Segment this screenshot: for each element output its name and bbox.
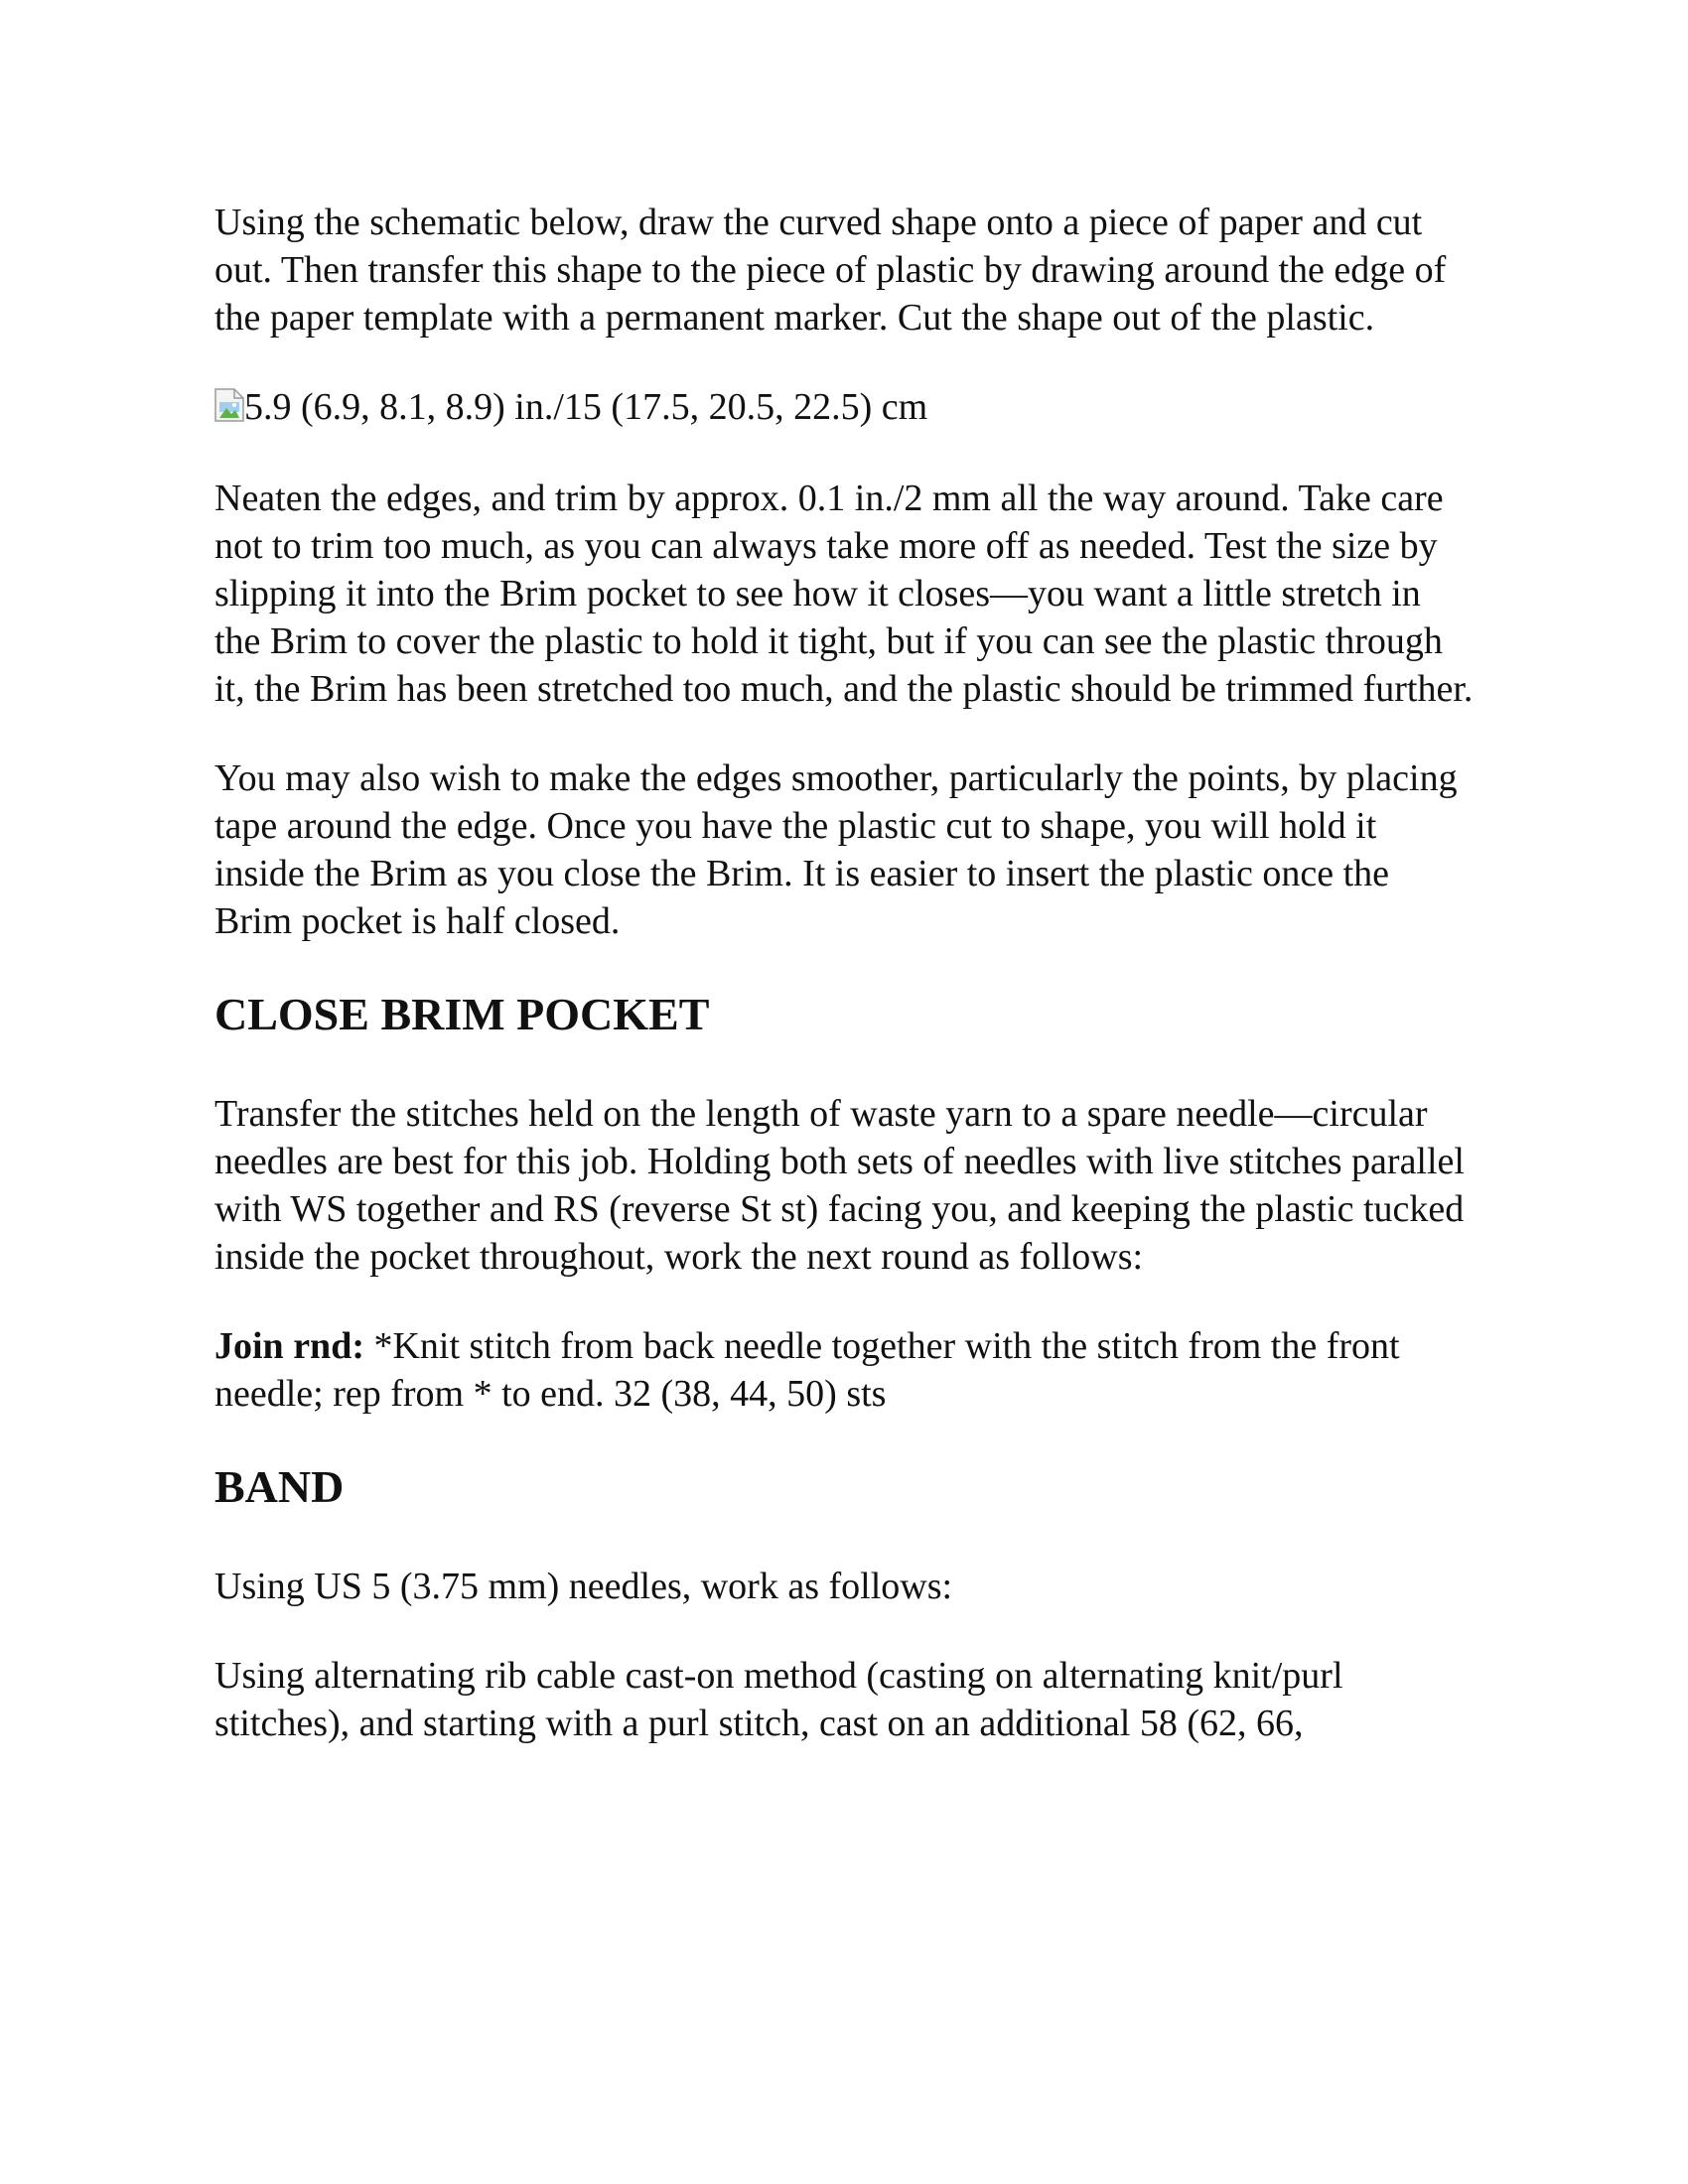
join-round-text: *Knit stitch from back needle together with the stitch from the front needle; rep from * to end. 32 (38, 44, 50) sts — [214, 1325, 1400, 1415]
heading-band: BAND — [214, 1461, 345, 1512]
document-page — [214, 199, 1476, 1789]
paragraph-needles: Using US 5 (3.75 mm) needles, work as follows: — [214, 1566, 953, 1607]
schematic-caption: 5.9 (6.9, 8.1, 8.9) in./15 (17.5, 20.5, 22.5) cm — [244, 386, 928, 428]
paragraph-cast-on: Using alternating rib cable cast-on method (casting on alternating knit/purl stitches), and starting with a purl stitch, cast on an additional 58 (62, 66, — [214, 1655, 1343, 1744]
paragraph-join-round — [214, 1322, 1476, 1418]
join-round-label: Join rnd: — [214, 1325, 364, 1367]
broken-image-icon — [214, 386, 244, 420]
paragraph-schematic-instructions: Using the schematic below, draw the curved shape onto a piece of paper and cut out. Then transfer this shape to the piece of plastic by drawing around the edge of the paper template with a permanent marker. Cut the shape out of the plastic. — [214, 202, 1447, 339]
paragraph-neaten-edges: Neaten the edges, and trim by approx. 0.1 in./2 mm all the way around. Take care not to trim too much, as you can always take more off as needed. Test the size by slipping it into the Brim pocket to see how it closes—you want a little stretch in the Brim to cover the plastic to hold it tight, but if you can see the plastic through it, the Brim has been stretched too much, and the plastic should be trimmed further. — [214, 478, 1474, 710]
paragraph-transfer-stitches: Transfer the stitches held on the length of waste yarn to a spare needle—circular needles are best for this job. Holding both sets of needles with live stitches parallel with WS together and RS (reverse St st) facing you, and keeping the plastic tucked inside the pocket throughout, work the next round as follows: — [214, 1093, 1465, 1278]
heading-close-brim-pocket: CLOSE BRIM POCKET — [214, 989, 710, 1039]
schematic-image-line — [214, 383, 1476, 431]
paragraph-smooth-edges: You may also wish to make the edges smoother, particularly the points, by placing tape around the edge. Once you have the plastic cut to shape, you will hold it inside the Brim as you close the Brim. It is easier to insert the plastic once the Brim pocket is half closed. — [214, 757, 1458, 942]
